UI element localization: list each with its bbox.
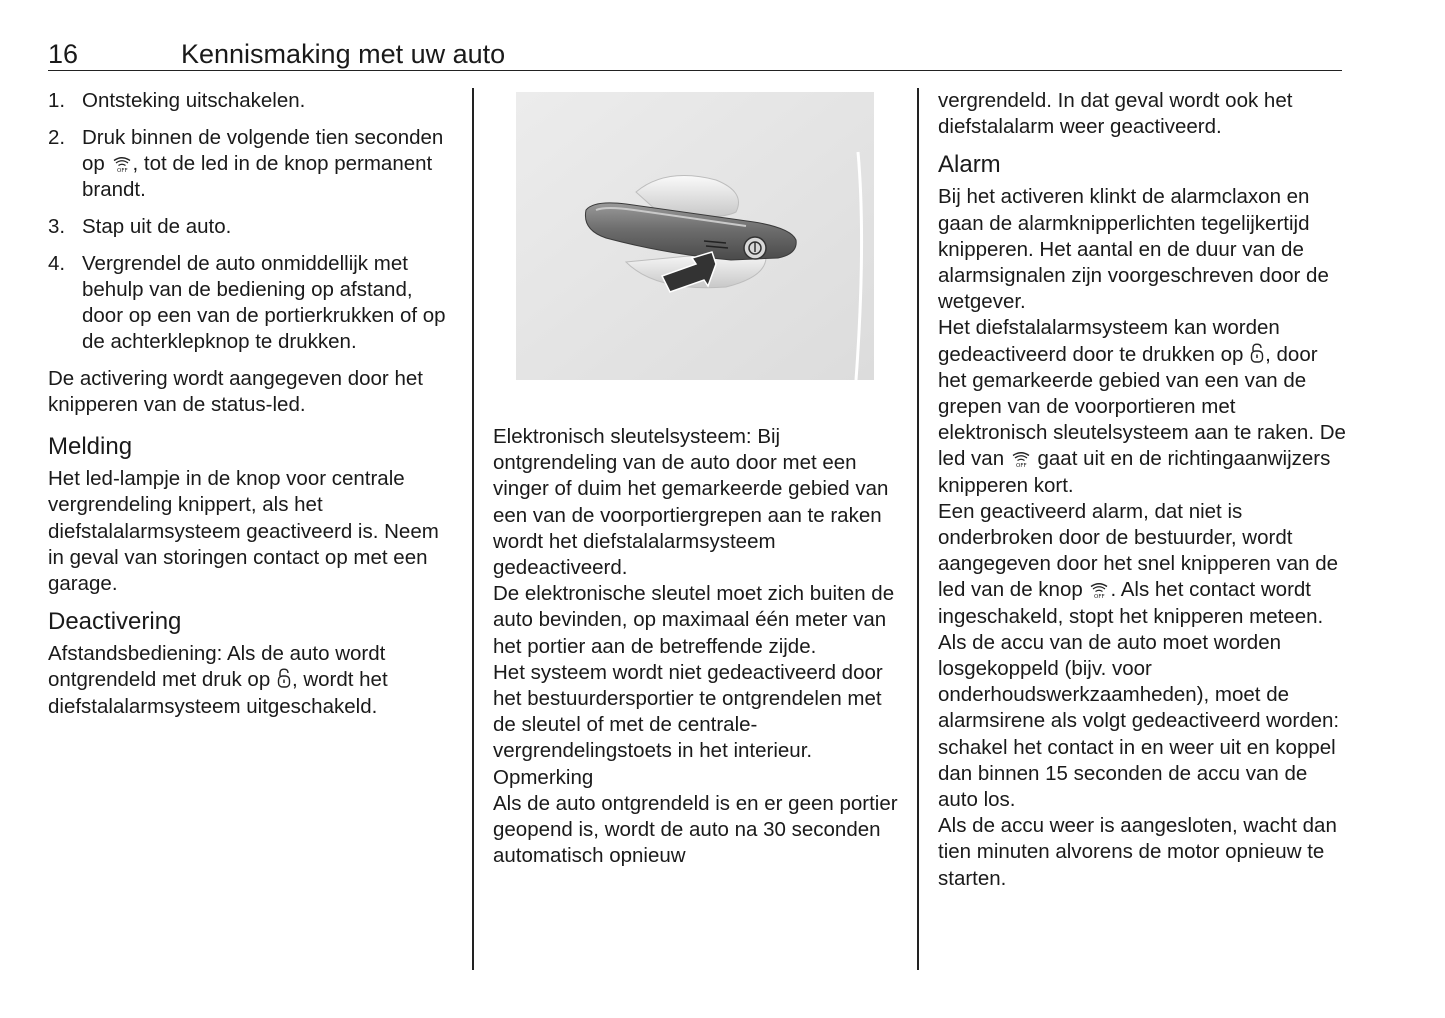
text-segment: Afstandsbediening: Als de auto wordt ontgrendeld met druk op — [48, 642, 386, 692]
battery-reconnect-text: Als de accu weer is aangesloten, wacht dan tien minuten alvorens de motor opnieuw te starten. — [938, 814, 1337, 890]
battery-disconnect-text: Als de accu van de auto moet worden losgekoppeld (bijv. voor onderhoudswerkzaamheden), moet de alarmsirene als volgt gedeactiveerd worden: schakel het contact in en weer uit en koppel dan binnen 15 seconden de accu van de auto los. — [938, 630, 1340, 812]
column-divider — [472, 88, 474, 970]
column-right — [938, 88, 1348, 892]
melding-text: Het led-lampje in de knop voor centrale vergrendeling knippert, als het diefstalalarmsysteem geactiveerd is. Neem in geval van storingen contact op met een garage. — [48, 467, 439, 596]
door-handle-illustration — [516, 92, 874, 380]
activation-text: De activering wordt aangegeven door het knipperen van de status-led. — [48, 366, 423, 417]
column-middle — [493, 424, 903, 869]
page-title: Kennismaking met uw auto — [181, 39, 506, 69]
step-number: 4. — [48, 251, 66, 275]
icon-label: OFF — [116, 167, 128, 173]
note-heading: Opmerking — [493, 765, 594, 789]
list-item — [48, 88, 458, 114]
steps-list — [48, 88, 458, 355]
unlock-icon — [1249, 343, 1265, 364]
melding-heading: Melding — [48, 433, 133, 461]
electronic-key-text: Elektronisch sleutelsysteem: Bij ontgrendeling van de auto door met een vinger of duim het gemarkeerde gebied van een van de voorportiergrepen aan te raken wordt het diefstalalarmsysteem gedeactiveerd. — [493, 425, 889, 580]
continued-text: vergrendeld. In dat geval wordt ook het diefstalalarm weer geactiveerd. — [938, 89, 1293, 139]
alarm-heading: Alarm — [938, 151, 1001, 179]
page-number: 16 — [48, 39, 79, 69]
icon-label: OFF — [1094, 594, 1106, 600]
alarm-text: Bij het activeren klinkt de alarmclaxon en gaan de alarmknipperlichten tegelijkertijd knipperen. Het aantal en de duur van de alarmsignalen zijn voorgeschreven door de wetgever. — [938, 185, 1329, 314]
column-divider — [917, 88, 919, 970]
step-number: 3. — [48, 214, 66, 238]
unlock-icon — [276, 668, 292, 689]
deactivering-heading: Deactivering — [48, 608, 182, 636]
step-text: Stap uit de auto. — [82, 214, 232, 238]
text-segment: gaat uit en de richtingaanwijzers knipperen kort. — [938, 447, 1331, 497]
text-segment: . Als het contact wordt ingeschakeld, stopt het knipperen meteen. — [938, 578, 1324, 628]
note-text: Als de auto ontgrendeld is en er geen portier geopend is, wordt de auto na 30 seconden automatisch opnieuw — [493, 791, 898, 868]
list-item — [48, 251, 458, 356]
list-item — [48, 214, 458, 240]
step-text: Druk binnen de volgende tien seconden op — [82, 125, 444, 175]
step-number: 1. — [48, 89, 66, 112]
deactivering-text — [48, 641, 458, 720]
not-deactivated-text: Het systeem wordt niet gedeactiveerd door het bestuurdersportier te ontgrendelen met de sleutel of met de centrale-vergrendelingstoets in het interieur. — [493, 660, 883, 763]
step-text: Ontsteking uitschakelen. — [82, 89, 306, 112]
step-number: 2. — [48, 125, 66, 149]
alarm-off-icon — [1088, 579, 1110, 599]
step-text: Vergrendel de auto onmiddellijk met behulp van de bediening op afstand, door op een van de portierkrukken of op de achterklepknop te drukken. — [82, 251, 446, 354]
icon-label: OFF — [1015, 463, 1027, 469]
alarm-off-icon — [111, 153, 133, 173]
alarm-deactivate-text — [938, 315, 1348, 498]
column-left — [48, 88, 458, 720]
alarm-off-icon — [1010, 448, 1032, 468]
electronic-key-range-text: De elektronische sleutel moet zich buiten de auto bevinden, op maximaal één meter van het portier aan de betreffende zijde. — [493, 582, 895, 658]
text-segment: Een geactiveerd alarm, dat niet is onderbroken door de bestuurder, wordt aangegeven door het snel knipperen van de led van de knop — [938, 499, 1339, 602]
page-header — [48, 38, 1342, 71]
text-segment: , wordt het diefstalalarmsysteem uitgeschakeld. — [48, 668, 388, 718]
text-segment: , door het gemarkeerde gebied van een van de grepen van de voorportieren met elektronisch sleutelsysteem aan te raken. De led van — [938, 342, 1346, 471]
step-text: , tot de led in de knop permanent brandt. — [82, 151, 433, 202]
active-alarm-text — [938, 499, 1348, 630]
text-segment: Het diefstalalarmsysteem kan worden gedeactiveerd door te drukken op — [938, 316, 1280, 366]
list-item — [48, 125, 458, 204]
